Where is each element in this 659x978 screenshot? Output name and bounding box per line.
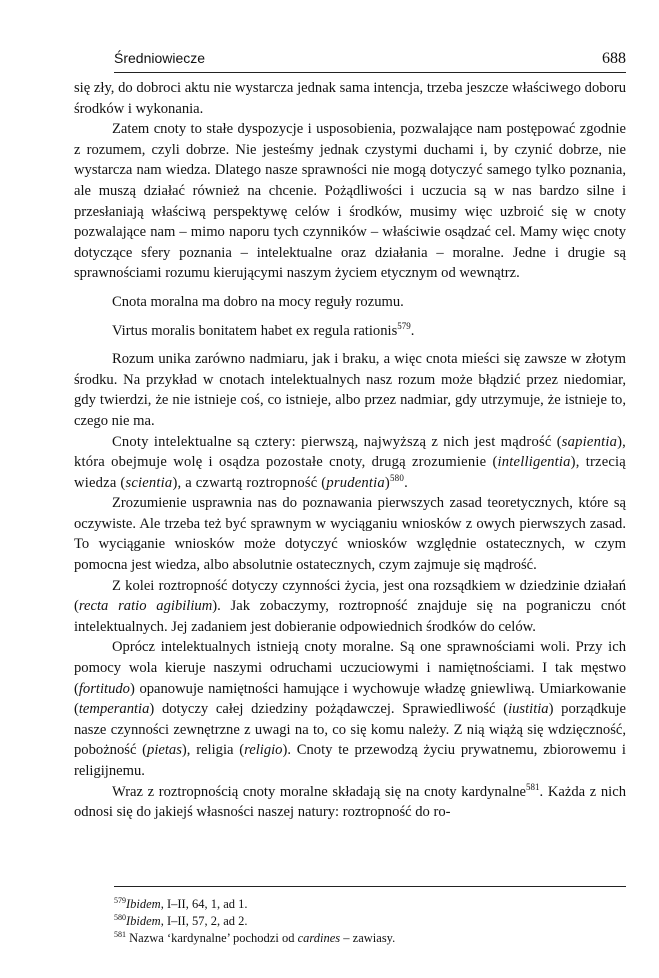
- text-run: Z kolei roztropność dotyczy czynności życia, jest ona rozsądkiem w dziedzinie działań (: [74, 577, 626, 615]
- paragraph: [74, 432, 626, 494]
- latin-term: prudentia: [326, 474, 385, 491]
- footnote-text: – zawiasy.: [340, 931, 396, 945]
- latin-term: scientia: [125, 474, 173, 491]
- text-run: . Każda z nich odnosi się do jakiejś własności naszej natury: roztropność do ro-: [74, 783, 626, 821]
- paragraph: Rozum unika zarówno nadmiaru, jak i braku, a więc cnota mieści się zawsze w złotym środku. Na przykład w cnotach intelektualnych nasz rozum może błądzić przez niedomiar, gdy twierdzi, że nie istnieje coś, co istnieje, albo przez nadmiar, gdy utrzymuje, że istnieje to, czego nie ma.: [74, 351, 626, 429]
- latin-term: recta ratio agibilium: [78, 598, 213, 615]
- text-run: ), trzecią wiedza (: [74, 454, 626, 491]
- paragraph: się zły, do dobroci aktu nie wystarcza jednak sama intencja, trzeba jeszcze właściwego doboru środków i wykonania.: [74, 80, 626, 117]
- quote-latin-text: Virtus moralis bonitatem habet ex regula rationis: [112, 322, 398, 339]
- running-title: Średniowiecze: [114, 50, 206, 66]
- footnote-579: [114, 896, 626, 913]
- text-run: ): [384, 474, 390, 491]
- text-run: Cnoty intelektualne są cztery: pierwszą, najwyższą z nich jest mądrość (: [112, 433, 562, 450]
- text-run: ). Cnoty te przewodzą życiu prywatnemu, zbiorowemu i religijnemu.: [74, 742, 626, 779]
- latin-term: temperantia: [78, 701, 150, 718]
- paragraph: [74, 637, 626, 781]
- footnote-number: 580: [114, 912, 126, 922]
- latin-term: iustitia: [508, 701, 549, 718]
- text-run: ). Jak zobaczymy, roztropność znajduje się na pograniczu cnót intelektualnych. Jej zadaniem jest dobieranie odpowiednich środków do celów.: [74, 598, 626, 635]
- footnote-text: , I–II, 57, 2, ad 2.: [160, 914, 248, 928]
- text-run: ), która obejmuje wolę i osądza pozostałe cnoty, drugą zrozumienie (: [74, 433, 626, 471]
- footnote-ref: 579: [397, 320, 411, 331]
- text-run: ) opanowuje namiętności hamujące i wychowuje władzę gniewliwą. Umiarkowanie (: [74, 680, 626, 718]
- footnote-ref: 581: [526, 781, 540, 792]
- page-number: 688: [602, 50, 626, 67]
- text-run: ), a czwartą roztropność (: [172, 474, 327, 491]
- quote-latin: Virtus moralis bonitatem habet ex regula rationis$^{579}$.: [112, 320, 415, 339]
- quote-polish: Cnota moralna ma dobro na mocy reguły rozumu.: [112, 293, 404, 310]
- footnote-rule: [114, 886, 626, 887]
- footnote-italic: Ibidem: [126, 914, 161, 928]
- footnote-580: [114, 913, 626, 930]
- body-text: [74, 78, 626, 823]
- text-run: Wraz z roztropnością cnoty moralne składają się na cnoty kardynalne: [112, 783, 527, 800]
- footnote-number: 581: [114, 929, 126, 939]
- footnote-italic: cardines: [297, 931, 341, 945]
- paragraph: Zrozumienie usprawnia nas do poznawania pierwszych zasad teoretycznych, które są oczywiste. Ale trzeba też być sprawnym w wyciąganiu wniosków z owych pierwszych zasad. To wyciąganie wniosków może dotyczyć wniosków względnie ostatecznych, w czym pomocna jest wiedza, albo absolutnie ostatecznych, czym zajmuje się mądrość.: [74, 495, 626, 574]
- text-run: ) porządkuje nasze czynności zewnętrzne z uwagi na to, co się komu należy. Z nią wiążą się wdzięczność, pobożność (: [74, 701, 627, 759]
- text-run: Oprócz intelektualnych istnieją cnoty moralne. Są one sprawnościami woli. Przy ich pomocy wola kieruje naszymi odruchami uczuciowymi i namiętnościami. I tak męstwo (: [74, 639, 626, 697]
- header-rule: [114, 72, 626, 73]
- footnote-italic: Ibidem: [126, 897, 161, 911]
- latin-term: religio: [244, 742, 283, 759]
- paragraph: [74, 782, 626, 823]
- text-run: ) dotyczy całej dziedziny pożądawczej. Sprawiedliwość (: [149, 701, 509, 718]
- footnotes: [114, 896, 626, 947]
- text-run: ), religia (: [181, 742, 245, 759]
- latin-term: sapientia: [561, 433, 618, 450]
- footnote-text: Nazwa ‘kardynalne’ pochodzi od: [129, 931, 298, 945]
- footnote-581: [114, 930, 626, 947]
- footnote-number: 579: [114, 895, 126, 905]
- footnote-ref: 580: [389, 472, 405, 483]
- footnote-text: , I–II, 64, 1, ad 1.: [160, 897, 248, 911]
- paragraph: Zatem cnoty to stałe dyspozycje i usposobienia, pozwalające nam postępować zgodnie z rozumem, czyli dobrze. Nie jesteśmy jednak czystymi duchami i, by czynić dobrze, nie wystarcza nam wiedza. Dlatego nasze sprawności nie mogą dotyczyć samego tylko poznania, ale muszą działać również na chcenie. Pożądliwości i uczucia są w nas bardzo silne i przesłaniają właściwą perspektywę celów i środków, musimy więc uzbroić się w cnoty pozwalające nam – mimo naporu tych czynników – właściwie osądzać cel. Mamy więc cnoty dotyczące sfery poznania – intelektualne oraz działania – moralne. Jedne i drugie są sprawnościami rozumu kierującymi naszym życiem etycznym od wewnątrz.: [74, 121, 626, 282]
- latin-term: pietas: [147, 742, 182, 759]
- latin-term: intelligentia: [497, 454, 571, 471]
- paragraph: [74, 576, 626, 638]
- text-run: .: [404, 474, 408, 491]
- page-header: [114, 50, 626, 72]
- latin-term: fortitudo: [78, 680, 130, 697]
